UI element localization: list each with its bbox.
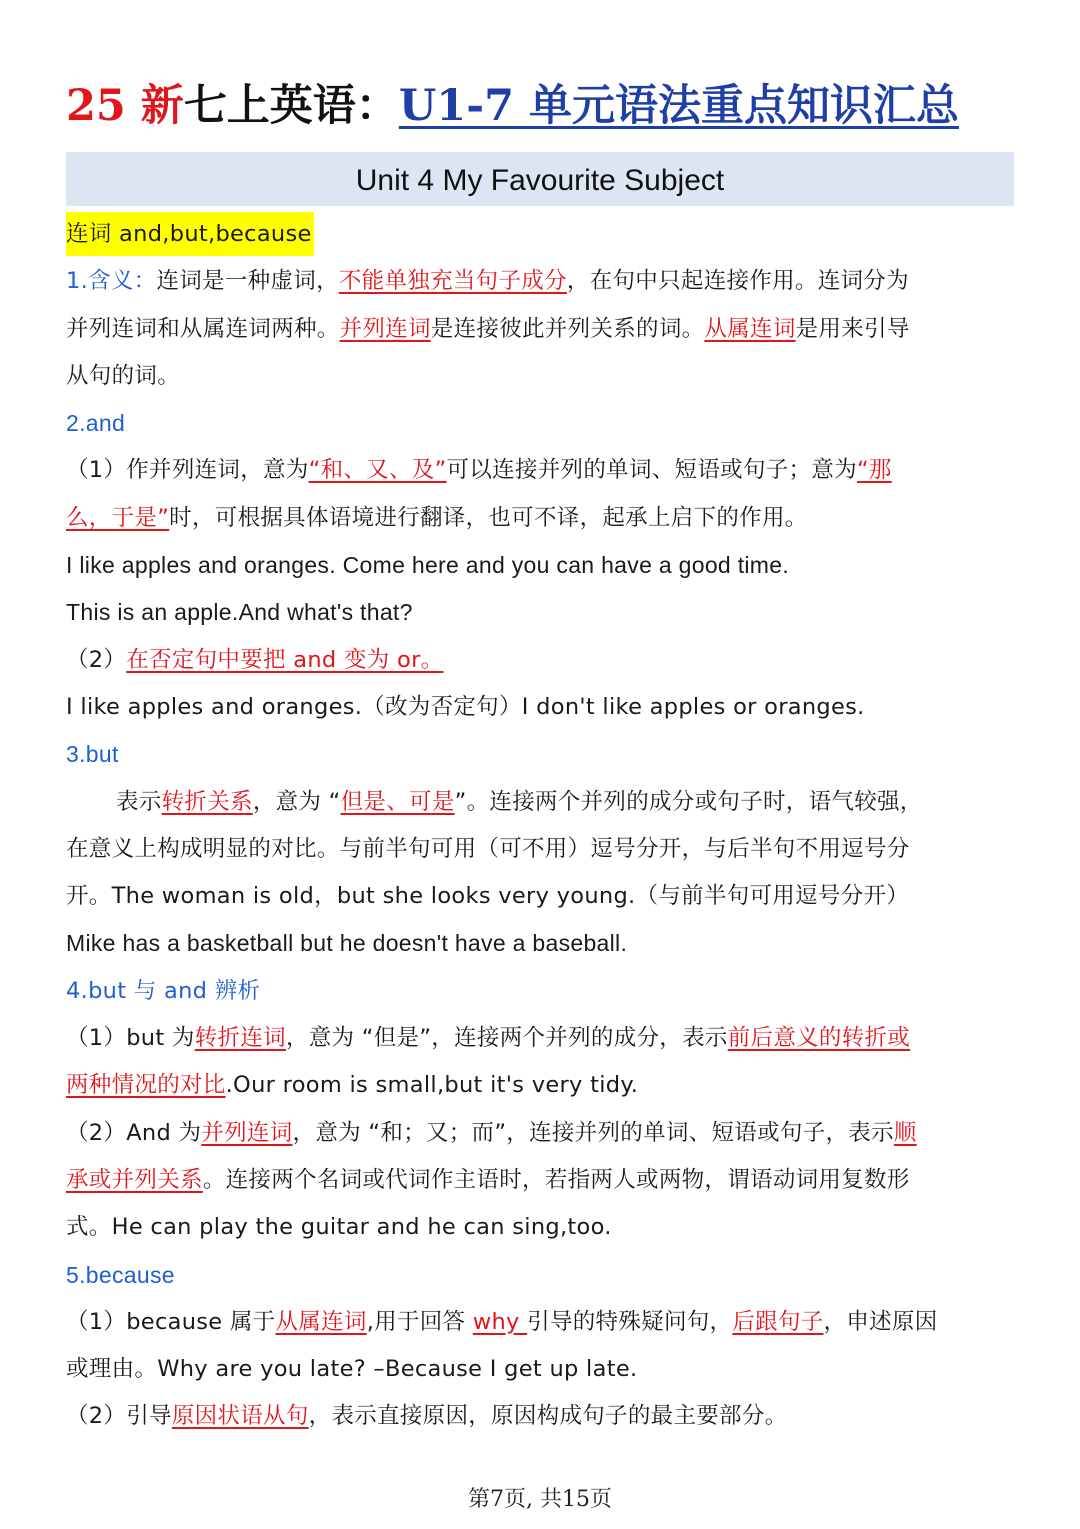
text-run: 在意义上构成明显的对比。与前半句可用（可不用）逗号分开，与后半句不用逗号分 bbox=[66, 835, 910, 862]
key-phrase: 但是、可是 bbox=[340, 788, 455, 815]
text-line bbox=[66, 1346, 1016, 1393]
page-title bbox=[66, 78, 1014, 134]
text-line bbox=[66, 1062, 1016, 1109]
text-line bbox=[66, 779, 1016, 826]
text-line bbox=[66, 306, 1016, 353]
key-phrase: why bbox=[472, 1308, 528, 1335]
text-run: ”。连接两个并列的成分或句子时，语气较强， bbox=[454, 788, 923, 815]
subheading-text: 2.and bbox=[66, 410, 126, 437]
key-phrase: 转折连词 bbox=[194, 1025, 286, 1052]
example-line bbox=[66, 920, 1016, 967]
key-phrase: 么，于是” bbox=[66, 504, 170, 531]
text-run: 从句的词。 bbox=[66, 362, 181, 389]
key-phrase: “那 bbox=[856, 457, 892, 484]
subheading-text: 3.but bbox=[66, 741, 119, 768]
text-line bbox=[66, 1393, 1016, 1440]
text-run: （1）作并列连词，意为 bbox=[66, 457, 309, 484]
text-run: 式。He can play the guitar and he can sing,too. bbox=[66, 1214, 612, 1241]
text-run: 是连接彼此并列关系的词。 bbox=[430, 315, 705, 342]
text-line bbox=[66, 447, 1016, 494]
text-run: （2） bbox=[66, 646, 127, 673]
text-run: ，在句中只起连接作用。连词分为 bbox=[566, 268, 909, 295]
text-line bbox=[66, 873, 1016, 920]
page-footer: 第7页, 共15页 bbox=[468, 1487, 612, 1512]
text-line bbox=[66, 258, 1016, 305]
example-text: I like apples and oranges.（改为否定句）I don't like apples or oranges. bbox=[66, 693, 865, 720]
key-phrase: 在否定句中要把 and 变为 or。 bbox=[126, 646, 444, 673]
subheading-because bbox=[66, 1252, 1016, 1299]
key-phrase: 后跟句子 bbox=[732, 1308, 824, 1335]
text-run: （2）引导 bbox=[66, 1403, 172, 1430]
text-line bbox=[66, 353, 1016, 400]
example-text: This is an apple.And what's that? bbox=[66, 599, 413, 626]
text-line bbox=[66, 637, 1016, 684]
text-run: （2）And 为 bbox=[66, 1119, 202, 1146]
text-line bbox=[66, 1015, 1016, 1062]
text-run: ，意为 “和；又；而”，连接并列的单词、短语或句子，表示 bbox=[292, 1119, 894, 1146]
text-run: （1）because 属于 bbox=[66, 1308, 276, 1335]
key-phrase: 前后意义的转折或 bbox=[727, 1025, 911, 1052]
section-label-line bbox=[66, 211, 1016, 258]
text-run: 。连接两个名词或代词作主语时，若指两人或两物，谓语动词用复数形 bbox=[202, 1166, 910, 1193]
text-run: 引导的特殊疑问句， bbox=[527, 1308, 733, 1335]
key-phrase: 两种情况的对比 bbox=[66, 1072, 226, 1099]
text-run: 表示 bbox=[116, 788, 162, 815]
subheading-but bbox=[66, 731, 1016, 778]
title-part-1: 25 新 bbox=[66, 81, 184, 131]
example-line bbox=[66, 684, 1016, 731]
text-run: ，申述原因 bbox=[823, 1308, 938, 1335]
subheading-but-and bbox=[66, 968, 1016, 1015]
title-part-2: 七上英语： bbox=[183, 81, 399, 131]
text-run: ，意为 “ bbox=[252, 788, 341, 815]
text-run: ,用于回答 bbox=[366, 1308, 473, 1335]
text-run: 可以连接并列的单词、短语或句子；意为 bbox=[446, 457, 857, 484]
key-phrase: 转折关系 bbox=[161, 788, 253, 815]
key-phrase: 不能单独充当句子成分 bbox=[338, 268, 567, 295]
key-phrase: “和、又、及” bbox=[308, 457, 447, 484]
subheading-text: 5.because bbox=[66, 1261, 175, 1288]
text-run: （1）but 为 bbox=[66, 1025, 195, 1052]
subheading-text: 4.but 与 and 辨析 bbox=[66, 977, 261, 1004]
key-phrase: 承或并列关系 bbox=[66, 1166, 203, 1193]
text-line bbox=[66, 826, 1016, 873]
text-line bbox=[66, 1110, 1016, 1157]
title-part-3: U1-7 单元语法重点知识汇总 bbox=[398, 81, 959, 131]
example-text: I like apples and oranges. Come here and you can have a good time. bbox=[66, 552, 790, 579]
key-phrase: 从属连词 bbox=[275, 1308, 367, 1335]
example-line bbox=[66, 589, 1016, 636]
text-run: 时，可根据具体语境进行翻译，也可不译，起承上启下的作用。 bbox=[169, 504, 808, 531]
text-run: 或理由。Why are you late? –Because I get up late. bbox=[66, 1356, 638, 1383]
text-line bbox=[66, 1157, 1016, 1204]
example-text: Mike has a basketball but he doesn't have a baseball. bbox=[66, 930, 628, 957]
subheading-and bbox=[66, 400, 1016, 447]
text-line bbox=[66, 1204, 1016, 1251]
key-phrase: 顺 bbox=[893, 1119, 917, 1146]
key-phrase: 并列连词 bbox=[201, 1119, 293, 1146]
text-run: 并列连词和从属连词两种。 bbox=[66, 315, 340, 342]
text-run: ，意为 “但是”，连接两个并列的成分，表示 bbox=[285, 1025, 728, 1052]
unit-header: Unit 4 My Favourite Subject bbox=[66, 152, 1014, 206]
text-run: 是用来引导 bbox=[795, 315, 910, 342]
text-run: 开。The woman is old，but she looks very young.（与前半句可用逗号分开） bbox=[66, 883, 910, 910]
text-run: .Our room is small,but it's very tidy. bbox=[225, 1072, 639, 1099]
example-line bbox=[66, 542, 1016, 589]
key-phrase: 原因状语从句 bbox=[171, 1403, 309, 1430]
document-body bbox=[66, 211, 1016, 1441]
key-phrase: 从属连词 bbox=[704, 315, 796, 342]
heading-meaning: 1.含义： bbox=[66, 268, 157, 295]
section-label: 连词 and,but,because bbox=[66, 212, 314, 256]
text-run: 连词是一种虚词， bbox=[156, 268, 339, 295]
key-phrase: 并列连词 bbox=[339, 315, 431, 342]
text-run: ，表示直接原因，原因构成句子的最主要部分。 bbox=[308, 1403, 788, 1430]
text-line bbox=[66, 495, 1016, 542]
text-line bbox=[66, 1299, 1016, 1346]
